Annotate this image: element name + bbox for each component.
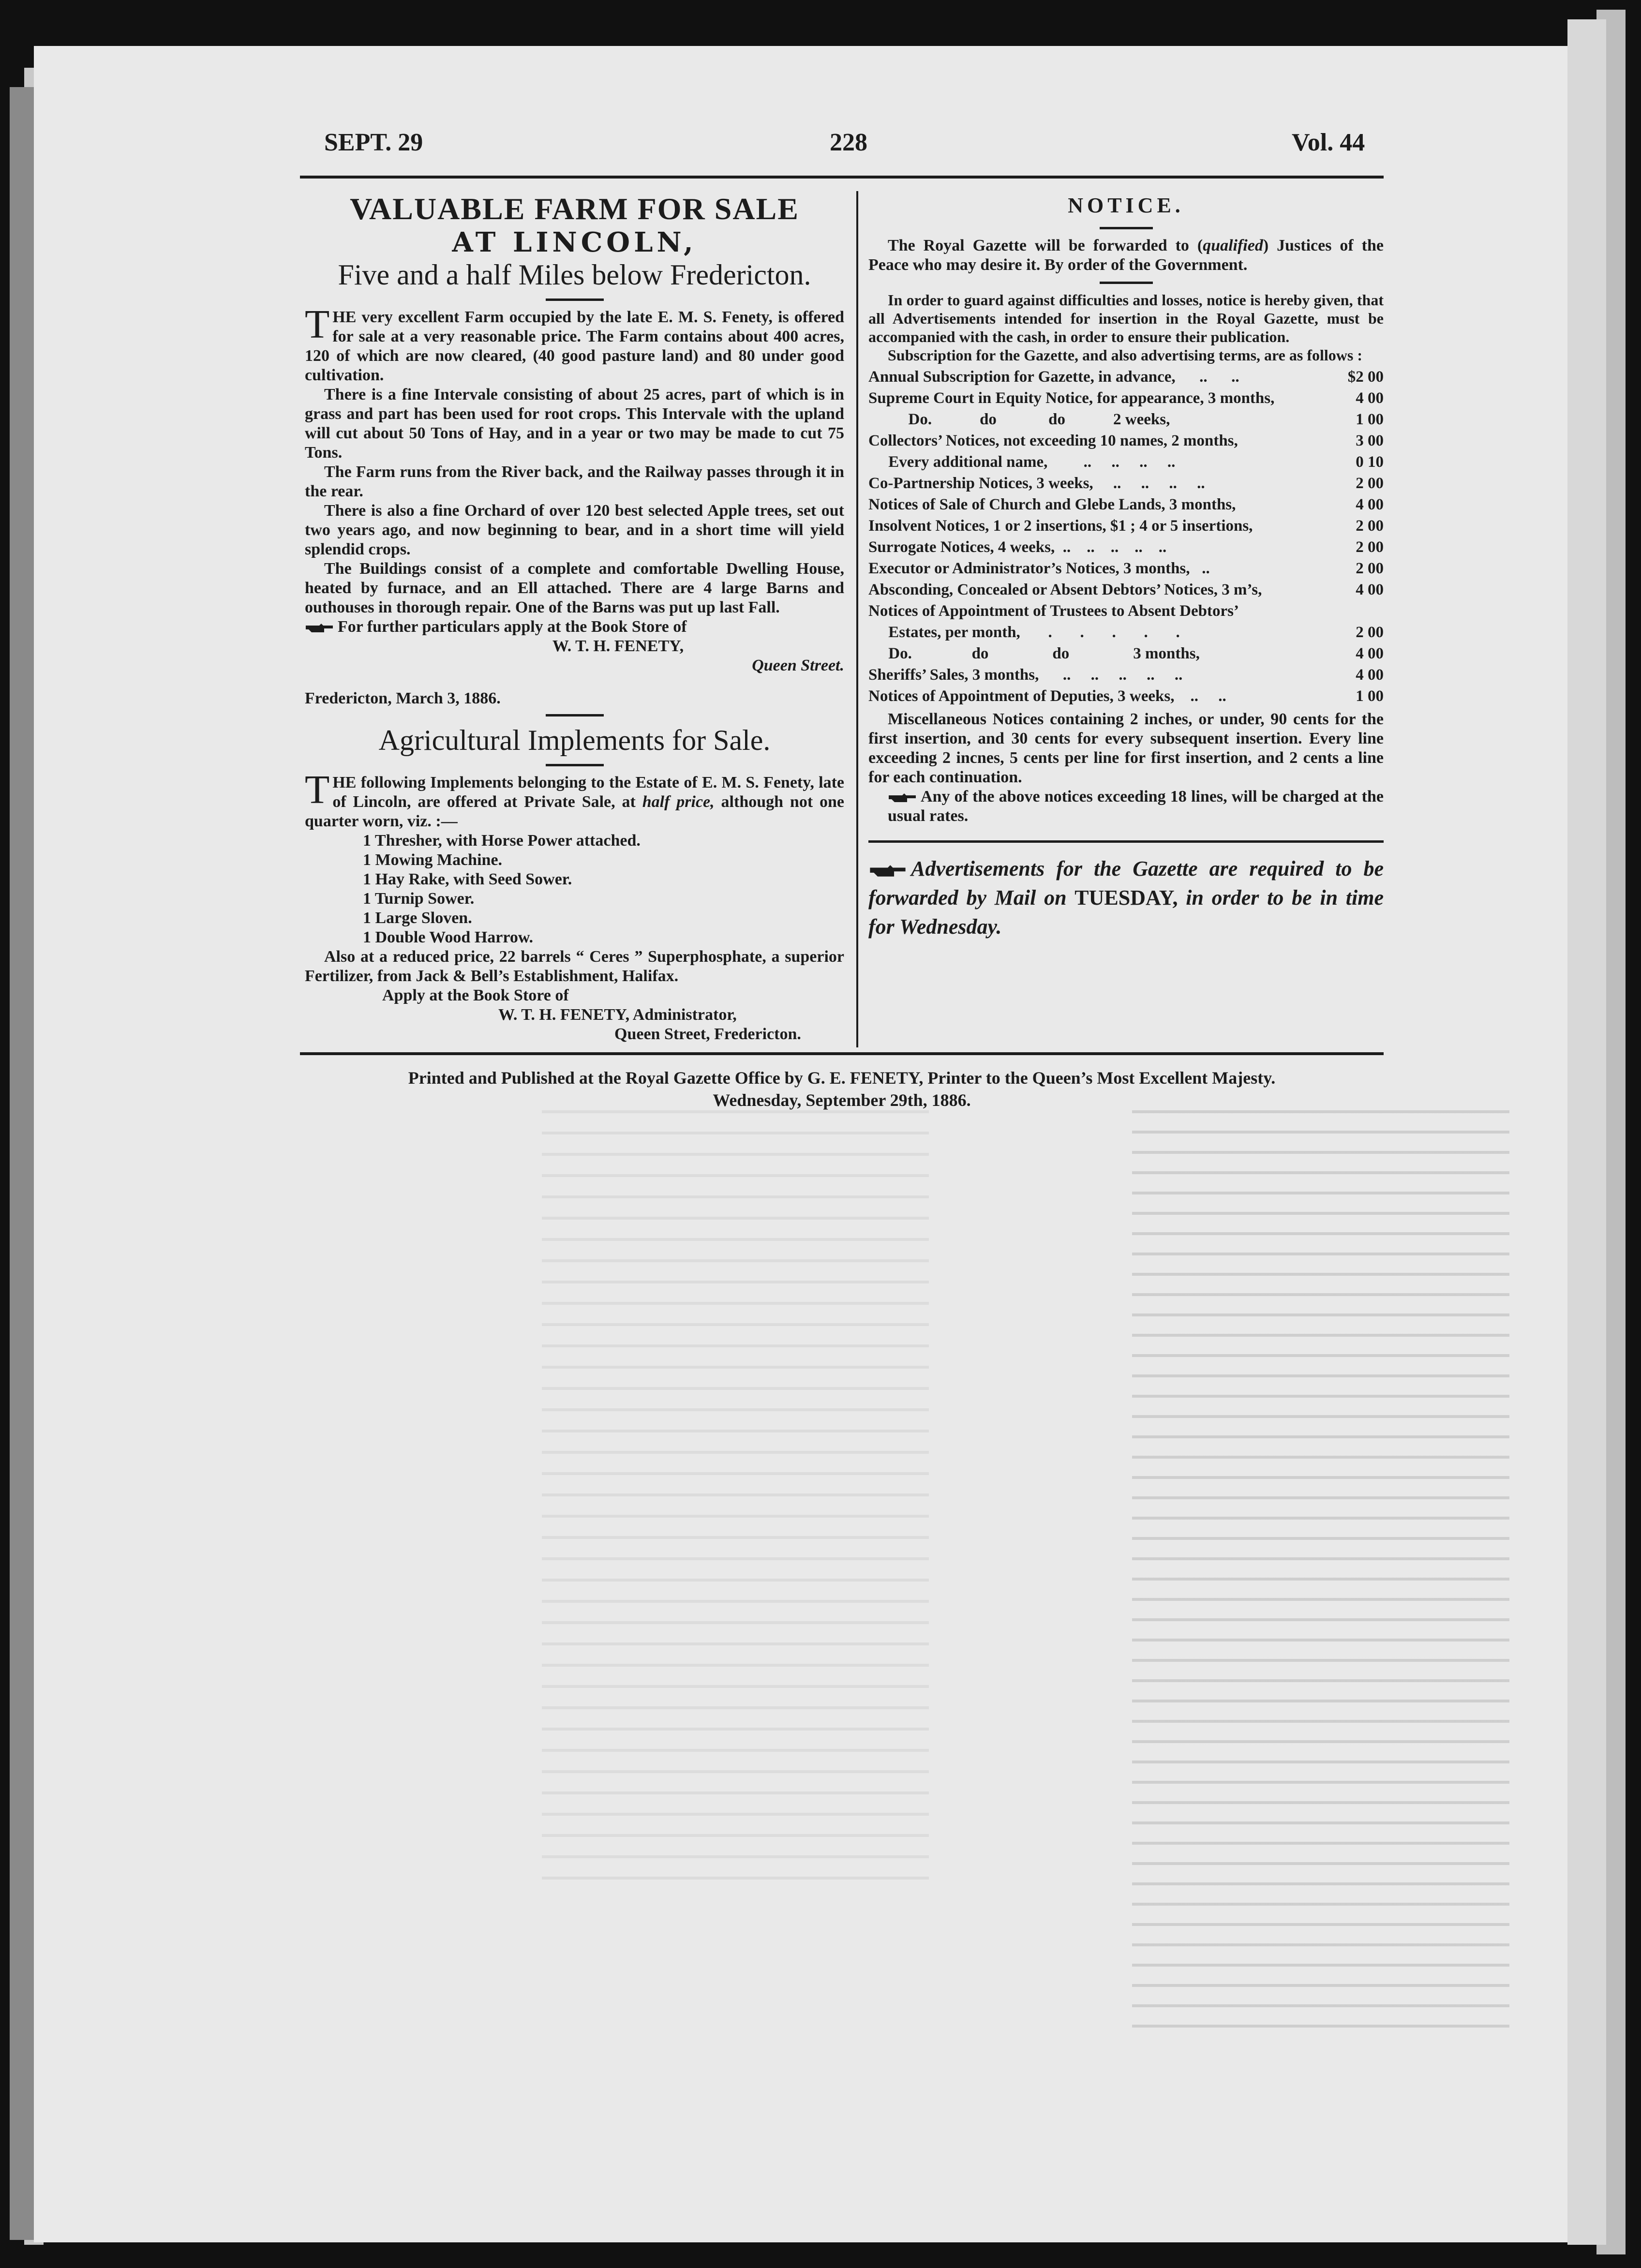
rate-amount: 1 00 [1356, 411, 1384, 428]
rate-row [868, 515, 1384, 537]
implements-item: 1 Thresher, with Horse Power attached. [363, 832, 641, 850]
advertisement-notice-a: Advertisements for the Gazette are required to be forwarded by Mail on [868, 857, 1384, 910]
imprint-line-2: Wednesday, September 29th, 1886. [713, 1090, 971, 1110]
farm-title: VALUABLE FARM FOR SALE [350, 192, 799, 226]
rate-row [868, 388, 1384, 409]
rate-label: Absconding, Concealed or Absent Debtors’ Notices, 3 m’s, [868, 581, 1262, 598]
farm-subtitle: AT LINCOLN, [452, 226, 697, 258]
drop-cap: T [305, 302, 330, 347]
pointing-hand-icon [888, 791, 917, 804]
divider [546, 764, 604, 766]
farm-contact-street: Queen Street. [752, 657, 844, 674]
rate-label: Supreme Court in Equity Notice, for appearance, 3 months, [868, 389, 1275, 407]
implements-title: Agricultural Implements for Sale. [378, 724, 771, 756]
divider [1100, 227, 1153, 229]
rate-amount: 4 00 [1356, 581, 1384, 598]
column-divider [856, 191, 858, 1047]
implements-item: 1 Turnip Sower. [363, 890, 475, 908]
rate-amount: 1 00 [1356, 687, 1384, 705]
rate-label: Sheriffs’ Sales, 3 months, .. .. .. .. .. [868, 666, 1183, 684]
rate-amount: 2 00 [1356, 624, 1384, 641]
rate-label: Collectors’ Notices, not exceeding 10 names, 2 months, [868, 432, 1238, 449]
notice-misc: Miscellaneous Notices containing 2 inches, or under, 90 cents for the first insertion, and 30 cents for every subsequent insertion. Every line exceeding 2 incnes, 5 cents per line for first insertion, and 2 cents a line for each continuation. [868, 710, 1384, 786]
footer-rule [300, 1052, 1384, 1055]
rate-label: Notices of Appointment of Trustees to Absent Debtors’ [868, 602, 1239, 620]
imprint [300, 1067, 1384, 1111]
notice-rule [868, 840, 1384, 843]
pointing-hand-icon [868, 863, 907, 879]
rate-row [868, 451, 1384, 473]
farm-paragraph-4: There is also a fine Orchard of over 120 best selected Apple trees, set out two years ago, and now beginning to bear, and in a short time will yield splendid crops. [305, 502, 844, 558]
rate-row [868, 409, 1384, 430]
rate-amount: 2 00 [1356, 517, 1384, 535]
advertisement-notice-b: in order to be in time for Wednesday. [868, 886, 1384, 939]
implements-intro-b: although not one quarter worn, viz. :— [305, 793, 845, 830]
rate-amount: 4 00 [1356, 666, 1384, 684]
rate-row [868, 366, 1384, 388]
rate-label: Annual Subscription for Gazette, in advance, .. .. [868, 368, 1239, 386]
page-edge [1567, 19, 1606, 2245]
notice-title: NOTICE. [1068, 194, 1184, 217]
advertisement-notice-day: TUESDAY, [1074, 886, 1178, 910]
farm-contact-name: W. T. H. FENETY, [552, 637, 684, 655]
bleed-through-text-left [542, 1110, 929, 1884]
notice-p1-a: The Royal Gazette will be forwarded to ( [888, 237, 1203, 254]
notice-column [868, 191, 1384, 941]
rate-row [868, 600, 1384, 622]
rate-amount: 2 00 [1356, 560, 1384, 577]
rate-label: Do. do do 3 months, [868, 645, 1200, 662]
notice-paragraph-2: In order to guard against difficulties and losses, notice is hereby given, that all Advertisements intended for insertion in the Royal Gazette, must be accompanied with the cash, in order to ensure their publication. [868, 291, 1384, 345]
implements-apply: Apply at the Book Store of [382, 986, 569, 1004]
rate-label: Executor or Administrator’s Notices, 3 months, .. [868, 560, 1210, 577]
rate-label: Insolvent Notices, 1 or 2 insertions, $1 ; 4 or 5 insertions, [868, 517, 1253, 535]
rate-row [868, 686, 1384, 707]
rate-label: Notices of Sale of Church and Glebe Lands, 3 months, [868, 496, 1236, 513]
rate-row [868, 579, 1384, 600]
rate-label: Estates, per month, . . . . . [868, 624, 1180, 641]
implements-intro-italic: half price, [642, 793, 715, 811]
rate-amount: 2 00 [1356, 475, 1384, 492]
header-date: SEPT. 29 [324, 129, 423, 156]
notice-terms-intro: Subscription for the Gazette, and also advertising terms, are as follows : [888, 346, 1362, 364]
notice-p1-italic: qualified [1203, 237, 1263, 254]
drop-cap: T [305, 767, 330, 812]
rate-row [868, 430, 1384, 451]
implements-item: 1 Large Sloven. [363, 909, 472, 927]
pointing-hand-icon [305, 622, 334, 634]
rate-amount [1335, 600, 1384, 622]
header-rule [300, 176, 1384, 179]
rate-amount: 4 00 [1356, 645, 1384, 662]
imprint-line-1: Printed and Published at the Royal Gazette Office by G. E. FENETY, Printer to the Queen’s Most Excellent Majesty. [408, 1068, 1276, 1088]
implements-also: Also at a reduced price, 22 barrels “ Ceres ” Superphosphate, a superior Fertilizer, from Jack & Bell’s Establishment, Halifax. [305, 948, 844, 985]
rates-table [868, 366, 1384, 707]
farm-apply: For further particulars apply at the Book Store of [338, 618, 687, 636]
rate-row [868, 643, 1384, 664]
rate-row [868, 494, 1384, 515]
bleed-through-text [1132, 1110, 1509, 2029]
implements-item: 1 Mowing Machine. [363, 851, 503, 869]
header-volume: Vol. 44 [1292, 129, 1365, 156]
rate-amount: $2 00 [1347, 368, 1384, 386]
header-page-number: 228 [830, 129, 867, 156]
implements-item: 1 Hay Rake, with Seed Sower. [363, 870, 572, 888]
rate-amount: 0 10 [1356, 453, 1384, 471]
divider [546, 714, 604, 716]
rate-amount: 3 00 [1356, 432, 1384, 449]
rate-row [868, 622, 1384, 643]
implements-item: 1 Double Wood Harrow. [363, 928, 534, 946]
divider [1100, 282, 1153, 284]
rate-amount: 4 00 [1356, 389, 1384, 407]
rate-label: Notices of Appointment of Deputies, 3 weeks, .. .. [868, 687, 1226, 705]
newspaper-page [34, 46, 1567, 2242]
rate-label: Do. do do 2 weeks, [868, 411, 1170, 428]
farm-advertisement [305, 191, 844, 1044]
rate-row [868, 664, 1384, 686]
rate-amount: 4 00 [1356, 496, 1384, 513]
farm-paragraph-5: The Buildings consist of a complete and comfortable Dwelling House, heated by furnace, and an Ell attached. There are 4 large Barns and outhouses in thorough repair. One of the Barns was put up last Fall. [305, 560, 844, 616]
farm-paragraph-1: HE very excellent Farm occupied by the late E. M. S. Fenety, is offered for sale at a very reasonable price. The Farm contains about 400 acres, 120 of which are now cleared, (40 good pasture land) and 80 under good cultivation. [305, 308, 844, 384]
rate-label: Surrogate Notices, 4 weeks, .. .. .. .. .. [868, 538, 1167, 556]
notice-p1-b: ) Justices of the Peace who may desire it. By order of the Government. [868, 237, 1384, 274]
implements-contact-street: Queen Street, Fredericton. [614, 1025, 801, 1043]
rate-row [868, 537, 1384, 558]
rate-label: Every additional name, .. .. .. .. [868, 453, 1176, 471]
farm-paragraph-3: The Farm runs from the River back, and the Railway passes through it in the rear. [305, 463, 844, 500]
divider [546, 298, 604, 301]
farm-date: Fredericton, March 3, 1886. [305, 689, 501, 707]
implements-intro-a: HE following Implements belonging to the Estate of E. M. S. Fenety, late of Lincoln, are offered at Private Sale, at [332, 774, 844, 811]
notice-note: Any of the above notices exceeding 18 lines, will be charged at the usual rates. [888, 788, 1384, 825]
rate-label: Co-Partnership Notices, 3 weeks, .. .. .. .. [868, 475, 1205, 492]
rate-row [868, 473, 1384, 494]
implements-contact-name: W. T. H. FENETY, Administrator, [498, 1006, 737, 1024]
farm-distance: Five and a half Miles below Fredericton. [338, 259, 811, 291]
farm-paragraph-2: There is a fine Intervale consisting of about 25 acres, part of which is in grass and part has been used for root crops. This Intervale with the upland will cut about 50 Tons of Hay, and in a year or two may be made to cut 75 Tons. [305, 386, 844, 462]
rate-row [868, 558, 1384, 579]
rate-amount: 2 00 [1356, 538, 1384, 556]
